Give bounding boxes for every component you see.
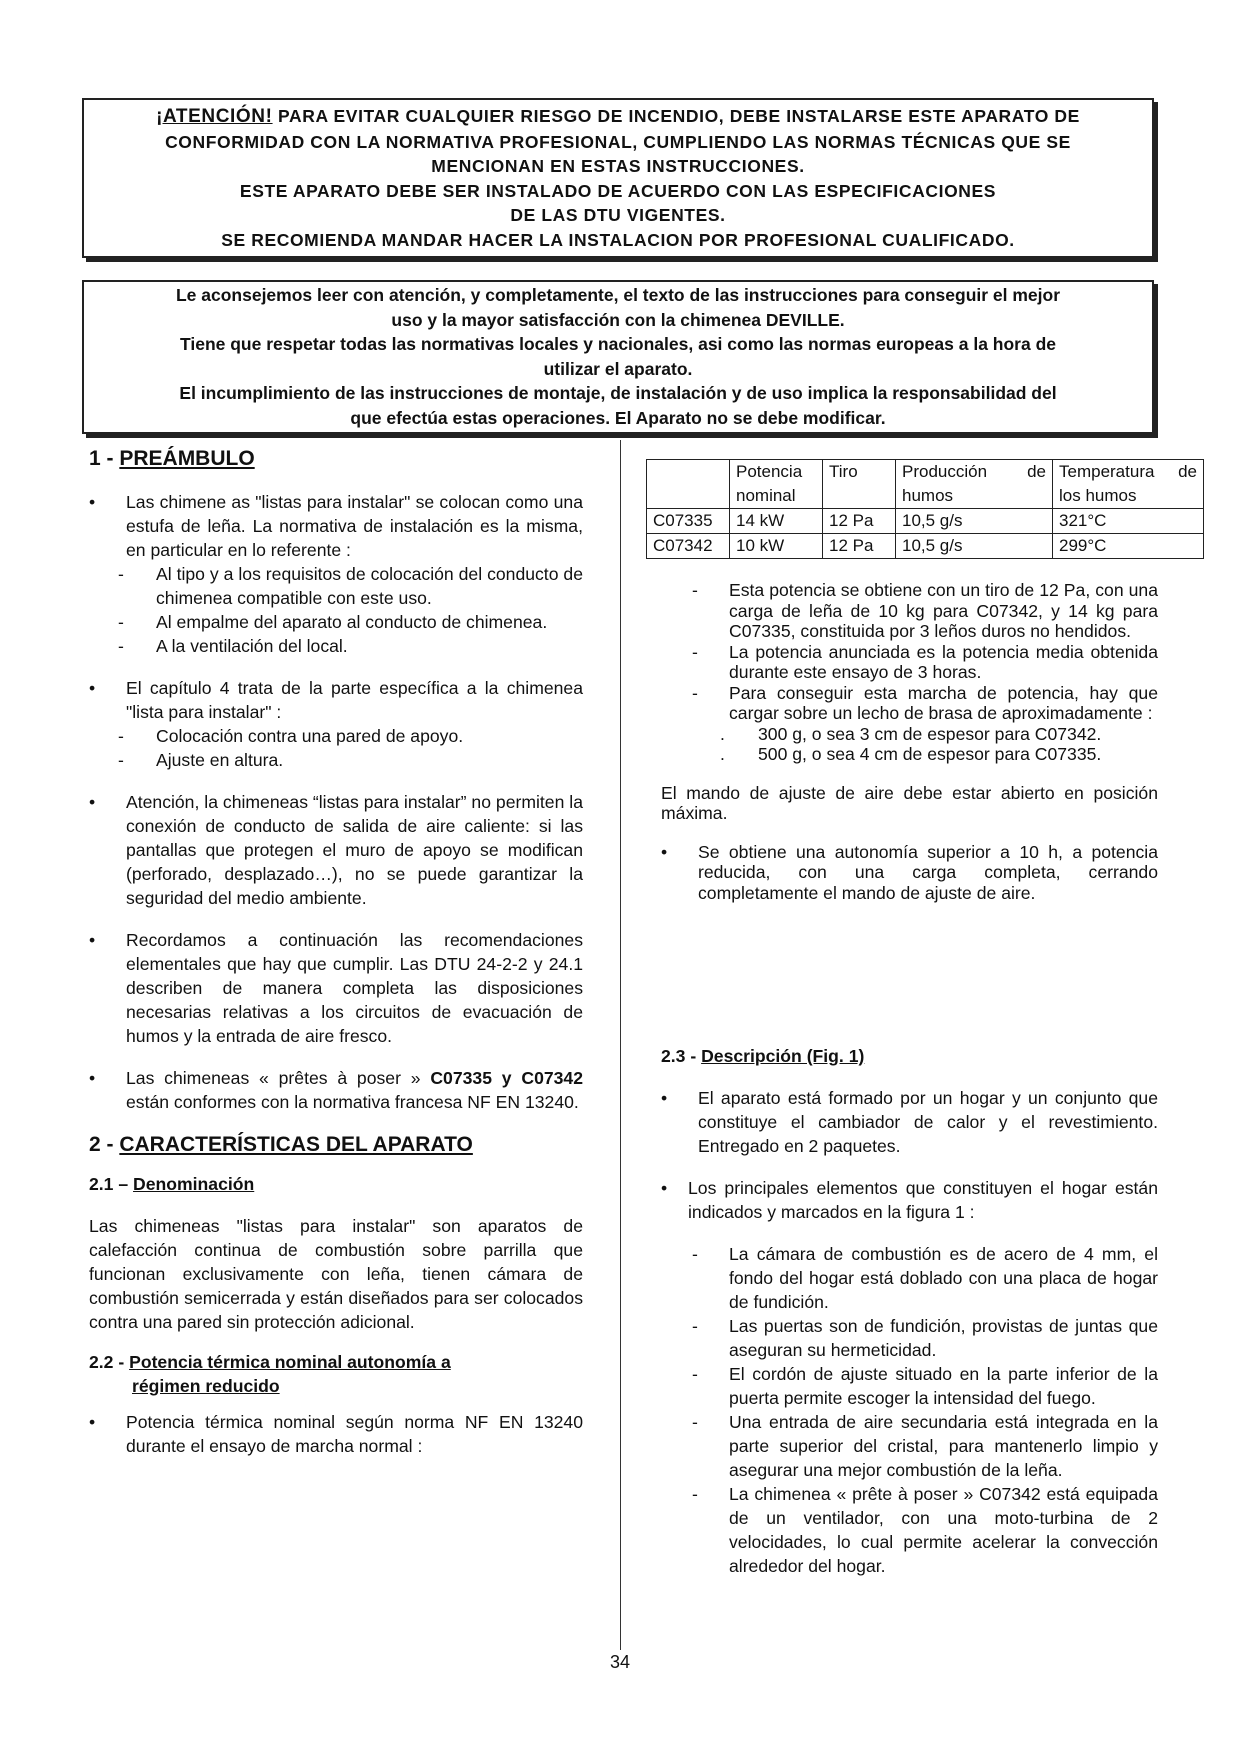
- list-item: - La potencia anunciada es la potencia media obtenida durante este ensayo de 3 horas.: [692, 641, 1158, 682]
- list-item: - Al empalme del aparato al conducto de chimenea.: [118, 612, 548, 632]
- warning-line-6: SE RECOMIENDA MANDAR HACER LA INSTALACION POR PROFESIONAL CUALIFICADO.: [221, 229, 1015, 250]
- section-2-2-heading: 2.2 - Potencia térmica nominal autonomía a régimen reducido: [89, 1352, 451, 1396]
- warning-line-5: DE LAS DTU VIGENTES.: [510, 205, 726, 226]
- section-2-1-heading: 2.1 – Denominación: [89, 1174, 255, 1194]
- warning-line-2: CONFORMIDAD CON LA NORMATIVA PROFESIONAL, CUMPLIENDO LAS NORMAS TÉCNICAS QUE SE: [165, 131, 1071, 152]
- list-item: - La chimenea « prête à poser » C07342 está equipada de un ventilador, con una moto-turbina de 2 velocidades, lo cual permite acelerar la convección alrededor del hogar.: [692, 1484, 1158, 1576]
- left-column: [89, 446, 583, 1458]
- list-item: . 300 g, o sea 3 cm de espesor para C07342.: [720, 723, 1102, 744]
- table-header-row: Potencia nominal Tiro Producción de humos Temperatura de los humos: [647, 460, 1204, 509]
- list-item: • Las chimene as "listas para instalar" se colocan como una estufa de leña. La normativa de instalación es la misma, en particular en lo referente :: [89, 492, 583, 560]
- list-item: - Colocación contra una pared de apoyo.: [118, 726, 464, 746]
- warning-box: [82, 98, 1154, 258]
- section-2-heading: 2 - CARACTERÍSTICAS DEL APARATO: [89, 1133, 473, 1156]
- list-item: . 500 g, o sea 4 cm de espesor para C07335.: [720, 744, 1102, 764]
- list-item: • Recordamos a continuación las recomendaciones elementales que hay que cumplir. Las DTU 24-2-2 y 24.1 describen de manera completa las disposiciones necesarias relativas a los circuitos de evacuación de humos y la entrada de aire fresco.: [89, 930, 583, 1046]
- list-item: • El capítulo 4 trata de la parte específica a la chimenea "lista para instalar" :: [89, 678, 583, 722]
- advice-line-1: Le aconsejemos leer con atención, y completamente, el texto de las instrucciones para conseguir el mejor: [175, 285, 1061, 305]
- list-item: - Las puertas son de fundición, provistas de juntas que aseguran su hermeticidad.: [692, 1316, 1158, 1360]
- advice-line-5: El incumplimiento de las instrucciones de montaje, de instalación y de uso implica la responsabilidad del: [179, 383, 1057, 403]
- list-item: - Una entrada de aire secundaria está integrada en la parte superior del cristal, para mantenerlo limpio y asegurar una mejor combustión de la leña.: [692, 1412, 1158, 1480]
- section-1-heading: 1 - PREÁMBULO: [89, 447, 255, 470]
- right-column-lower: [650, 1044, 1158, 1578]
- list-item: • Atención, la chimeneas “listas para instalar” no permiten la conexión de conducto de salida de aire caliente: si las pantallas que protegen el muro de apoyo se modifican (perforado, desplazado…), no se puede garantizar la seguridad del medio ambiente.: [89, 792, 583, 908]
- page-number: 34: [609, 1652, 631, 1672]
- list-item: • Se obtiene una autonomía superior a 10 h, a potencia reducida, con una carga completa, cerrando completamente el mando de ajuste de aire.: [661, 841, 1158, 903]
- section-2-1-paragraph: Las chimeneas "listas para instalar" son aparatos de calefacción continua de combustión sobre parrilla que funcionan exclusivamente con leña, tienen cámara de combustión semicerrada y están diseñados para ser colocados contra una pared sin protección adicional.: [89, 1216, 583, 1332]
- list-item: - Ajuste en altura.: [118, 750, 284, 770]
- advice-box: [82, 280, 1154, 434]
- list-item: - La cámara de combustión es de acero de 4 mm, el fondo del hogar está doblado con una placa de hogar de fundición.: [692, 1244, 1158, 1312]
- advice-line-4: utilizar el aparato.: [543, 358, 693, 379]
- list-item: • El aparato está formado por un hogar y un conjunto que constituye el cambiador de calor y el revestimiento. Entregado en 2 paquetes.: [661, 1088, 1158, 1156]
- warning-line-3: MENCIONAN EN ESTAS INSTRUCCIONES.: [431, 156, 805, 177]
- column-divider: [620, 440, 621, 1650]
- list-item: - Esta potencia se obtiene con un tiro de 12 Pa, con una carga de leña de 10 kg para C07342, y 14 kg para C07335, constituida por 3 leños duros no hendidos.: [692, 580, 1158, 641]
- list-item: - Al tipo y a los requisitos de colocación del conducto de chimenea compatible con este uso.: [118, 564, 583, 608]
- advice-line-3: Tiene que respetar todas las normativas locales y nacionales, asi como las normas europeas a la hora de: [179, 334, 1057, 354]
- list-item: - A la ventilación del local.: [118, 636, 348, 656]
- advice-line-2: uso y la mayor satisfacción con la chimenea DEVILLE.: [391, 309, 845, 330]
- list-item: • Los principales elementos que constituyen el hogar están indicados y marcados en la figura 1 :: [661, 1178, 1158, 1222]
- list-item: - El cordón de ajuste situado en la parte inferior de la puerta permite escoger la intensidad del fuego.: [692, 1364, 1158, 1408]
- spec-table: [646, 459, 1204, 559]
- table-row: C07335 14 kW 12 Pa 10,5 g/s 321°C: [647, 509, 1204, 534]
- list-item: • Potencia térmica nominal según norma NF EN 13240 durante el ensayo de marcha normal :: [89, 1412, 583, 1456]
- warning-line-4: ESTE APARATO DEBE SER INSTALADO DE ACUERDO CON LAS ESPECIFICACIONES: [239, 180, 997, 201]
- right-column: [650, 580, 1158, 903]
- advice-line-6: que efectúa estas operaciones. El Aparato no se debe modificar.: [350, 407, 886, 428]
- air-control-paragraph: El mando de ajuste de aire debe estar abierto en posición máxima.: [661, 782, 1158, 823]
- warning-line-1: ¡ATENCIÓN! PARA EVITAR CUALQUIER RIESGO DE INCENDIO, DEBE INSTALARSE ESTE APARATO DE: [156, 106, 1080, 127]
- section-2-3-heading: 2.3 - Descripción (Fig. 1): [661, 1046, 865, 1066]
- list-item: - Para conseguir esta marcha de potencia, hay que cargar sobre un lecho de brasa de aproximadamente :: [692, 682, 1158, 723]
- table-row: C07342 10 kW 12 Pa 10,5 g/s 299°C: [647, 534, 1204, 559]
- attention-word: ¡ATENCIÓN!: [156, 106, 273, 127]
- list-item: • Las chimeneas « prêtes à poser » C07335 y C07342 están conformes con la normativa francesa NF EN 13240.: [89, 1068, 583, 1112]
